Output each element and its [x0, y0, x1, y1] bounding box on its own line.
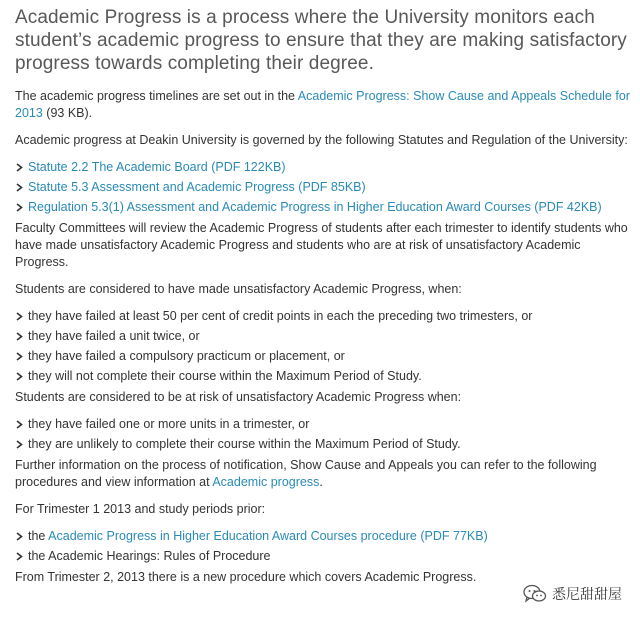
faculty-paragraph: Faculty Committees will review the Academic Progress of students after each trimester to identify students who have made unsatisfactory Academic Progress and students who are at risk of unsatisfactory Academic Progress.	[15, 221, 628, 269]
unsatisfactory-list	[15, 308, 630, 385]
list-item	[15, 548, 630, 565]
governed-paragraph: Academic progress at Deakin University is governed by the following Statutes and Regulation of the University:	[15, 133, 628, 147]
chevron-right-icon	[15, 532, 24, 541]
list-item	[15, 159, 630, 176]
intro-size: (93 KB).	[42, 106, 93, 120]
chevron-right-icon	[15, 352, 24, 361]
list-item	[15, 328, 630, 345]
list-item	[15, 368, 630, 385]
intro-paragraph	[15, 88, 630, 122]
list-item	[15, 308, 630, 325]
list-item-text: they are unlikely to complete their course within the Maximum Period of Study.	[28, 437, 461, 451]
at-risk-paragraph: Students are considered to be at risk of unsatisfactory Academic Progress when:	[15, 390, 462, 404]
list-item	[15, 199, 630, 216]
chevron-right-icon	[15, 420, 24, 429]
trimester1-paragraph: For Trimester 1 2013 and study periods prior:	[15, 502, 266, 516]
chevron-right-icon	[15, 372, 24, 381]
academic-progress-link[interactable]: Academic progress	[212, 475, 320, 489]
chevron-right-icon	[15, 552, 24, 561]
at-risk-list	[15, 416, 630, 453]
further-info-text: Further information on the process of notification, Show Cause and Appeals you can refer to the following procedures and view information at	[15, 458, 597, 489]
watermark-text: 悉尼甜甜屋	[552, 587, 622, 603]
trimester2-paragraph: From Trimester 2, 2013 there is a new procedure which covers Academic Progress.	[15, 570, 477, 584]
further-info-end: .	[319, 475, 323, 489]
list-item-text: they have failed a compulsory practicum or placement, or	[28, 349, 345, 363]
list-item-text: they have failed one or more units in a trimester, or	[28, 417, 310, 431]
list-item-text: they have failed a unit twice, or	[28, 329, 200, 343]
chevron-right-icon	[15, 312, 24, 321]
chevron-right-icon	[15, 332, 24, 341]
list-item-text: they have failed at least 50 per cent of credit points in each the preceding two trimesters, or	[28, 309, 533, 323]
intro-text: The academic progress timelines are set out in the	[15, 89, 298, 103]
list-item-prefix: the	[28, 529, 49, 543]
list-item-text: they will not complete their course within the Maximum Period of Study.	[28, 369, 422, 383]
content	[15, 6, 630, 596]
regulation-link[interactable]: Regulation 5.3(1) Assessment and Academic Progress in Higher Education Award Courses (PDF 42KB)	[28, 200, 602, 214]
chevron-right-icon	[15, 203, 24, 212]
unsatisfactory-paragraph: Students are considered to have made unsatisfactory Academic Progress, when:	[15, 282, 462, 296]
page-headline: Academic Progress is a process where the University monitors each student’s academic progress to ensure that they are making satisfactory progress towards completing their degree.	[15, 7, 627, 74]
list-item	[15, 436, 630, 453]
list-item	[15, 179, 630, 196]
statutes-list	[15, 159, 630, 216]
chevron-right-icon	[15, 440, 24, 449]
chevron-right-icon	[15, 163, 24, 172]
list-item	[15, 528, 630, 545]
procedure-link[interactable]: Academic Progress in Higher Education Award Courses procedure (PDF 77KB)	[48, 529, 488, 543]
statute-link[interactable]: Statute 5.3 Assessment and Academic Progress (PDF 85KB)	[28, 180, 366, 194]
list-item-text: the Academic Hearings: Rules of Procedure	[28, 549, 271, 563]
list-item	[15, 348, 630, 365]
statute-link[interactable]: Statute 2.2 The Academic Board (PDF 122KB)	[28, 160, 286, 174]
trimester1-list	[15, 528, 630, 565]
watermark	[523, 584, 622, 604]
chevron-right-icon	[15, 183, 24, 192]
list-item	[15, 416, 630, 433]
further-info-paragraph	[15, 457, 630, 491]
show-cause-schedule-link[interactable]: Academic Progress: Show Cause and Appeals Schedule for 2013	[15, 89, 630, 120]
wechat-logo-icon	[523, 584, 547, 604]
